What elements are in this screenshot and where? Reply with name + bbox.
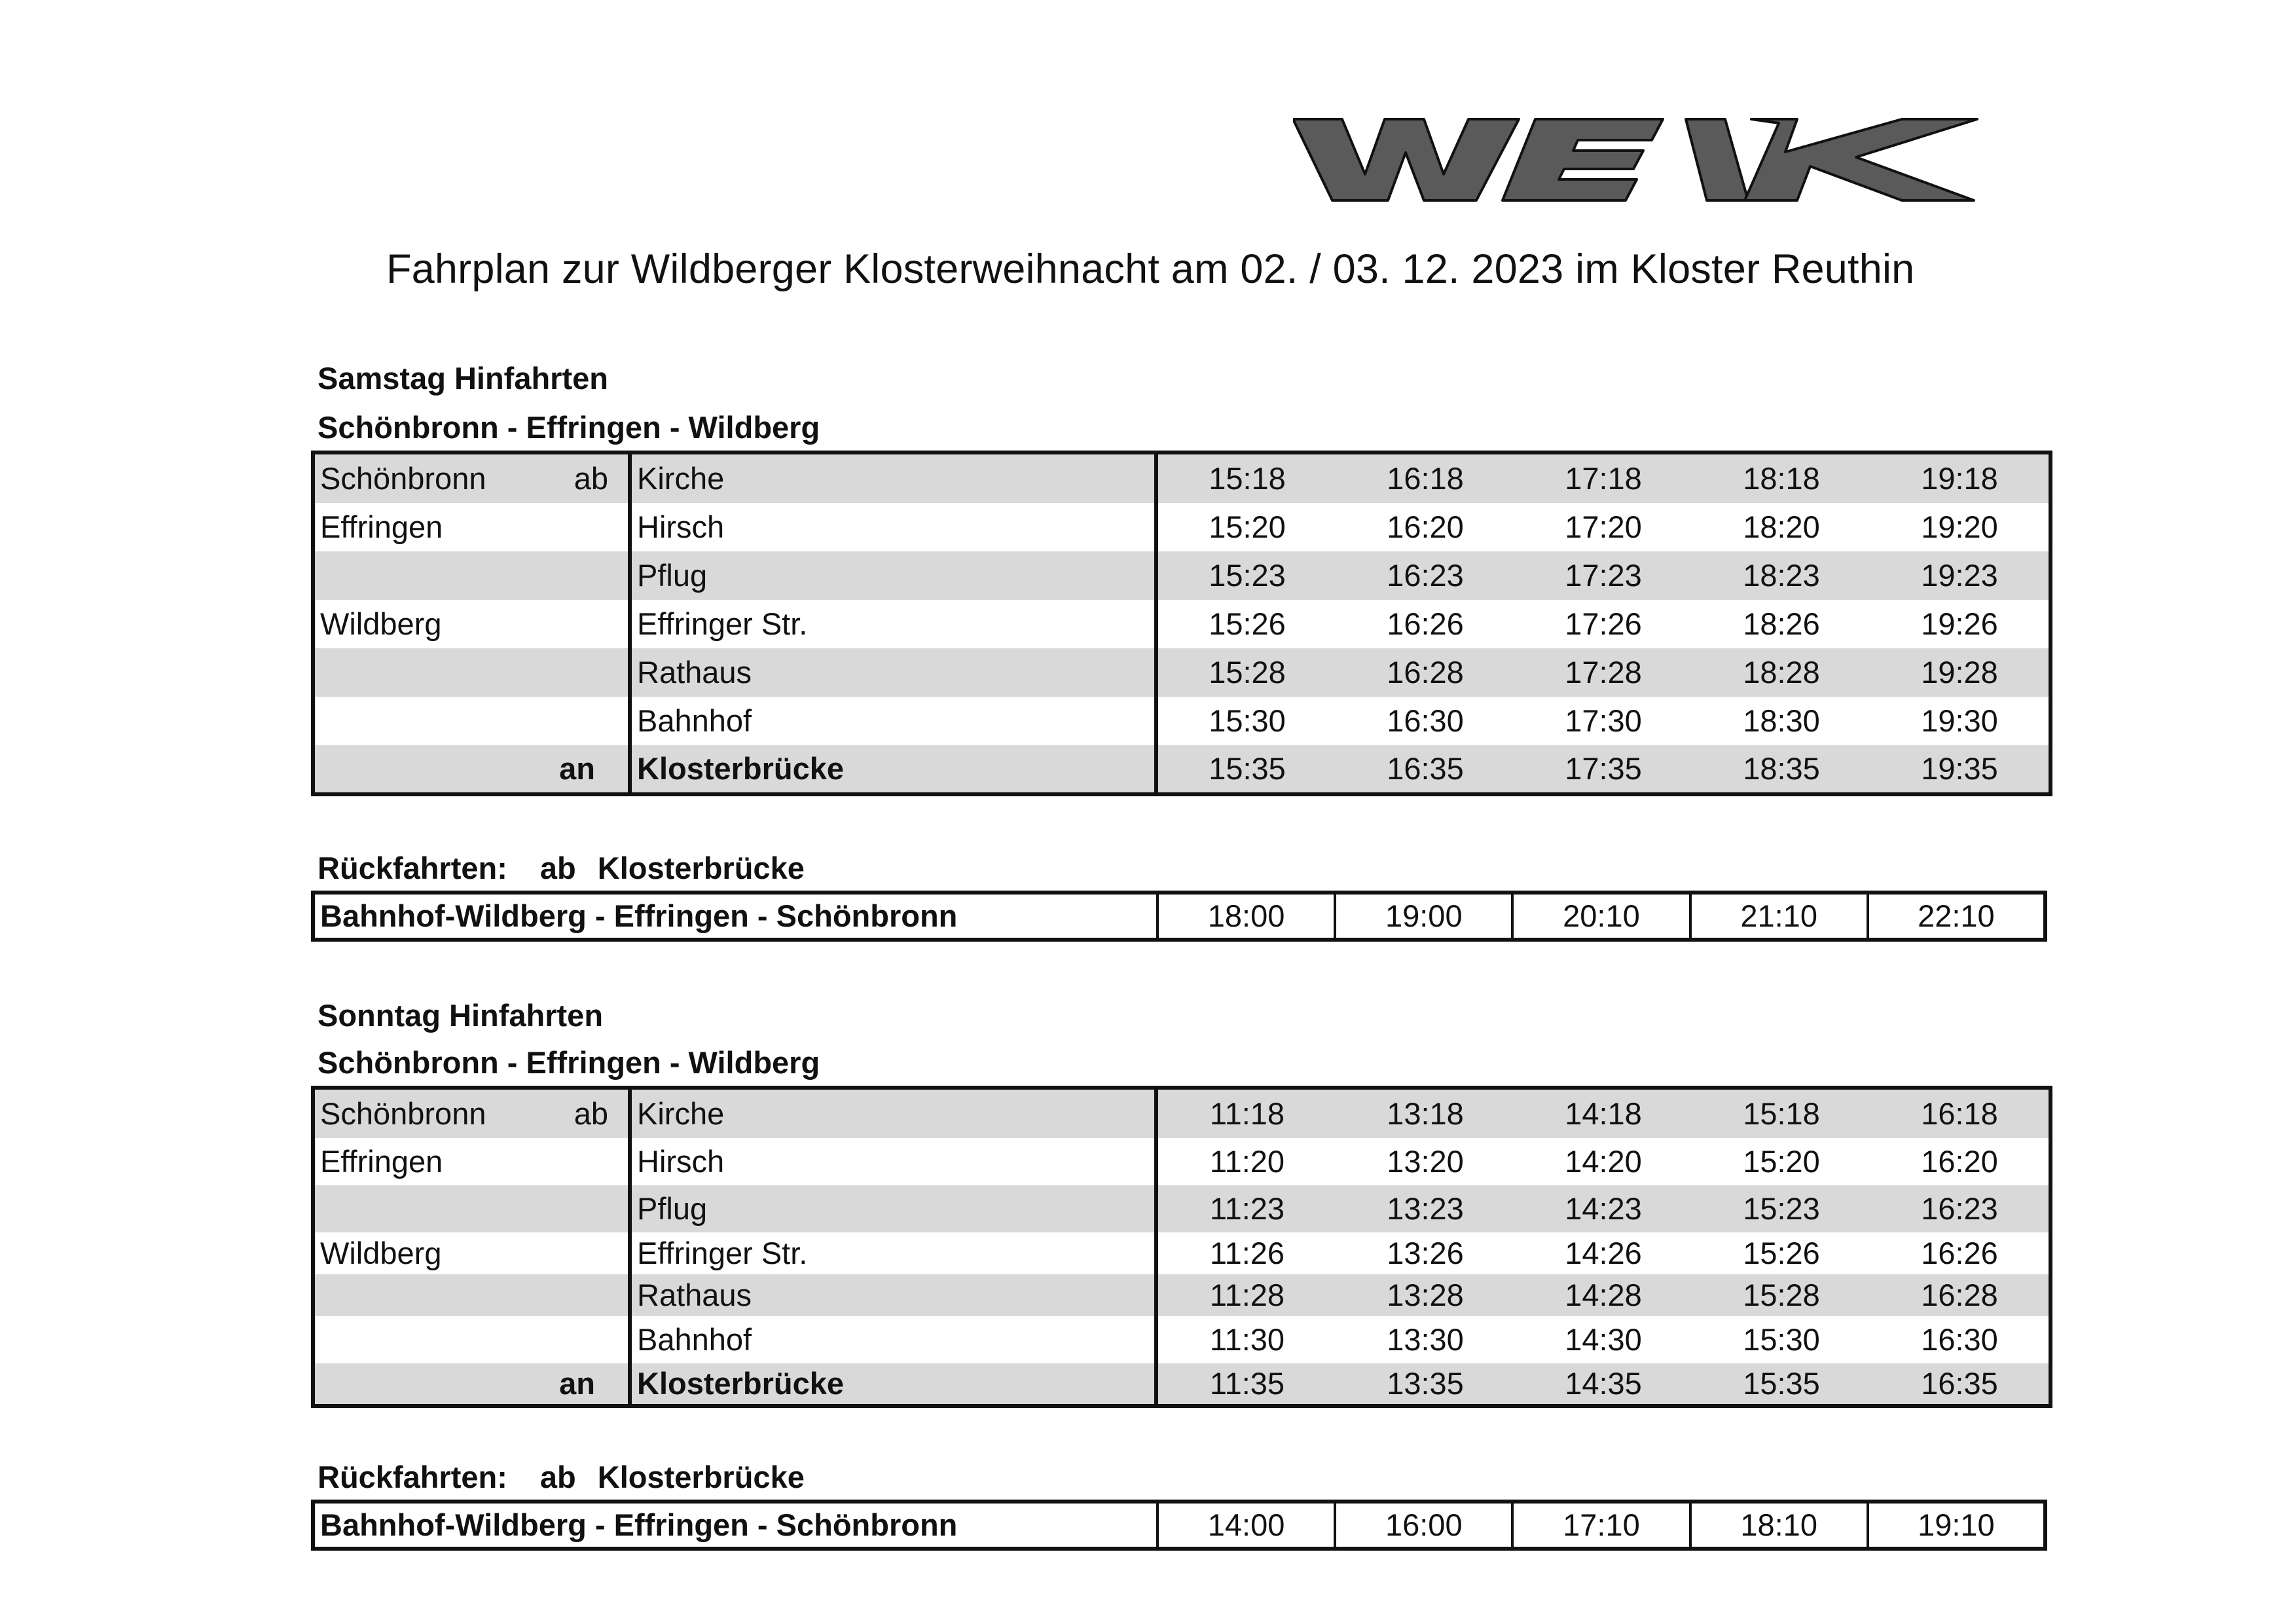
departure-time: 16:23 (1870, 1185, 2050, 1232)
departure-time: 16:18 (1336, 452, 1514, 503)
timetable-row (313, 551, 2050, 600)
departure-time: 19:23 (1870, 551, 2050, 600)
timetable-row (313, 1232, 2050, 1274)
return-ab: ab (539, 1460, 576, 1494)
place-cell (313, 1363, 630, 1406)
departure-time: 15:28 (1692, 1274, 1870, 1316)
departure-time: 18:18 (1692, 452, 1870, 503)
return-stop: Klosterbrücke (597, 851, 805, 885)
stop-name: Rathaus (630, 648, 1156, 697)
departure-time: 13:30 (1387, 1322, 1464, 1357)
departure-time: 14:26 (1565, 1236, 1642, 1270)
timetable-row (313, 1185, 2050, 1232)
return-route: Bahnhof-Wildberg - Effringen - Schönbronn (313, 1502, 1157, 1549)
timetable-row (313, 452, 2050, 503)
saturday-route: Schönbronn - Effringen - Wildberg (318, 410, 820, 445)
departure-time: 19:18 (1870, 452, 2050, 503)
departure-time: 13:18 (1336, 1088, 1514, 1138)
place-cell (313, 452, 630, 503)
stop-name: Hirsch (630, 1138, 1156, 1185)
departure-time: 15:26 (1209, 606, 1286, 641)
departure-time: 18:26 (1743, 606, 1820, 641)
stop-name: Kirche (630, 452, 1156, 503)
sunday-timetable (311, 1086, 2052, 1408)
return-ab: ab (539, 851, 576, 885)
place-name: Wildberg (320, 606, 442, 641)
departure-time: 11:28 (1156, 1274, 1336, 1316)
stop-name: Effringer Str. (630, 600, 1156, 648)
place-cell (313, 1274, 630, 1316)
departure-time: 15:26 (1743, 1236, 1820, 1270)
place-cell (313, 1088, 630, 1138)
departure-time: 15:35 (1692, 1363, 1870, 1406)
departure-time: 11:20 (1209, 1144, 1285, 1179)
departure-time: 15:23 (1156, 551, 1336, 600)
departure-time: 17:30 (1565, 703, 1642, 738)
departure-time: 15:20 (1743, 1144, 1820, 1179)
place-name: Schönbronn (320, 461, 486, 496)
place-cell (313, 503, 630, 551)
departure-time: 16:26 (1387, 606, 1464, 641)
departure-time: 13:26 (1387, 1236, 1464, 1270)
timetable-row (313, 648, 2050, 697)
stop-name: Kirche (630, 1088, 1156, 1138)
departure-time: 13:28 (1336, 1274, 1514, 1316)
place-name: Effringen (320, 509, 443, 544)
departure-time: 17:20 (1565, 509, 1642, 544)
departure-time: 15:20 (1209, 509, 1286, 544)
departure-time: 16:20 (1921, 1144, 1998, 1179)
place-cell (313, 1138, 630, 1185)
departure-time: 11:23 (1156, 1185, 1336, 1232)
place-cell (313, 1232, 630, 1274)
place-cell (313, 648, 630, 697)
direction-flag: an (559, 1366, 595, 1401)
stop-name: Pflug (630, 1185, 1156, 1232)
saturday-return-table (311, 891, 2047, 942)
timetable-row (313, 745, 2050, 794)
stop-name: Klosterbrücke (630, 745, 1156, 794)
place-cell (313, 1316, 630, 1363)
return-label: Rückfahrten: (318, 1460, 507, 1494)
return-time: 16:00 (1335, 1502, 1512, 1549)
place-name: Wildberg (320, 1236, 442, 1270)
departure-time: 15:30 (1743, 1322, 1820, 1357)
return-time: 18:10 (1690, 1502, 1868, 1549)
stop-name: Effringer Str. (630, 1232, 1156, 1274)
departure-time: 17:26 (1565, 606, 1642, 641)
stop-name: Rathaus (630, 1274, 1156, 1316)
page-title: Fahrplan zur Wildberger Klosterweihnacht am 02. / 03. 12. 2023 im Kloster Reuthin (386, 246, 1915, 292)
departure-time: 19:28 (1870, 648, 2050, 697)
return-time: 18:00 (1157, 893, 1335, 940)
stop-name: Klosterbrücke (630, 1363, 1156, 1406)
departure-time: 17:35 (1514, 745, 1692, 794)
departure-time: 15:30 (1209, 703, 1286, 738)
departure-time: 16:23 (1336, 551, 1514, 600)
direction-flag: an (559, 751, 595, 786)
departure-time: 17:18 (1514, 452, 1692, 503)
stop-name: Bahnhof (630, 697, 1156, 745)
timetable-row (313, 1274, 2050, 1316)
sunday-route: Schönbronn - Effringen - Wildberg (318, 1045, 820, 1080)
timetable-row (313, 697, 2050, 745)
departure-time: 16:35 (1336, 745, 1514, 794)
return-time: 14:00 (1157, 1502, 1335, 1549)
departure-time: 18:35 (1692, 745, 1870, 794)
departure-time: 14:23 (1514, 1185, 1692, 1232)
timetable-row (313, 503, 2050, 551)
stop-name: Hirsch (630, 503, 1156, 551)
sunday-return-heading (318, 1459, 805, 1495)
return-label: Rückfahrten: (318, 851, 507, 885)
departure-time: 19:30 (1921, 703, 1998, 738)
departure-time: 18:23 (1692, 551, 1870, 600)
departure-time: 15:23 (1692, 1185, 1870, 1232)
departure-time: 16:30 (1387, 703, 1464, 738)
return-row (313, 893, 2045, 940)
direction-flag: ab (574, 461, 608, 496)
place-cell (313, 697, 630, 745)
timetable-row (313, 1138, 2050, 1185)
departure-time: 15:18 (1692, 1088, 1870, 1138)
departure-time: 14:35 (1514, 1363, 1692, 1406)
place-cell (313, 1185, 630, 1232)
departure-time: 11:35 (1156, 1363, 1336, 1406)
stop-name: Bahnhof (630, 1316, 1156, 1363)
departure-time: 14:28 (1514, 1274, 1692, 1316)
return-row (313, 1502, 2045, 1549)
departure-time: 13:23 (1336, 1185, 1514, 1232)
departure-time: 16:28 (1870, 1274, 2050, 1316)
return-time: 19:00 (1335, 893, 1512, 940)
weik-logo (1293, 117, 1980, 203)
departure-time: 16:28 (1336, 648, 1514, 697)
departure-time: 13:35 (1336, 1363, 1514, 1406)
departure-time: 14:20 (1565, 1144, 1642, 1179)
departure-time: 11:30 (1209, 1322, 1285, 1357)
departure-time: 18:30 (1743, 703, 1820, 738)
departure-time: 17:23 (1514, 551, 1692, 600)
departure-time: 16:18 (1870, 1088, 2050, 1138)
return-time: 19:10 (1918, 1507, 1995, 1542)
return-route: Bahnhof-Wildberg - Effringen - Schönbronn (313, 893, 1157, 940)
departure-time: 16:30 (1921, 1322, 1998, 1357)
departure-time: 16:35 (1870, 1363, 2050, 1406)
timetable-row (313, 1316, 2050, 1363)
departure-time: 19:20 (1921, 509, 1998, 544)
place-cell (313, 745, 630, 794)
return-stop: Klosterbrücke (597, 1460, 805, 1494)
departure-time: 13:20 (1387, 1144, 1464, 1179)
departure-time: 15:18 (1156, 452, 1336, 503)
departure-time: 16:26 (1921, 1236, 1998, 1270)
departure-time: 16:20 (1387, 509, 1464, 544)
departure-time: 19:35 (1870, 745, 2050, 794)
sunday-heading: Sonntag Hinfahrten (318, 998, 604, 1033)
return-time: 22:10 (1918, 898, 1995, 933)
stop-name: Pflug (630, 551, 1156, 600)
timetable-row (313, 1088, 2050, 1138)
place-name: Schönbronn (320, 1096, 486, 1131)
place-cell (313, 600, 630, 648)
departure-time: 15:35 (1156, 745, 1336, 794)
direction-flag: ab (574, 1096, 608, 1131)
saturday-timetable (311, 451, 2052, 796)
timetable-row (313, 600, 2050, 648)
return-time: 17:10 (1512, 1502, 1690, 1549)
return-time: 21:10 (1690, 893, 1868, 940)
departure-time: 14:18 (1514, 1088, 1692, 1138)
departure-time: 19:26 (1921, 606, 1998, 641)
place-cell (313, 551, 630, 600)
departure-time: 15:28 (1156, 648, 1336, 697)
timetable-row (313, 1363, 2050, 1406)
departure-time: 18:20 (1743, 509, 1820, 544)
departure-time: 11:18 (1156, 1088, 1336, 1138)
saturday-heading: Samstag Hinfahrten (318, 361, 608, 396)
sunday-return-table (311, 1500, 2047, 1551)
departure-time: 18:28 (1692, 648, 1870, 697)
saturday-return-heading (318, 850, 805, 886)
departure-time: 17:28 (1514, 648, 1692, 697)
departure-time: 14:30 (1565, 1322, 1642, 1357)
departure-time: 11:26 (1209, 1236, 1285, 1270)
place-name: Effringen (320, 1144, 443, 1179)
return-time: 20:10 (1512, 893, 1690, 940)
